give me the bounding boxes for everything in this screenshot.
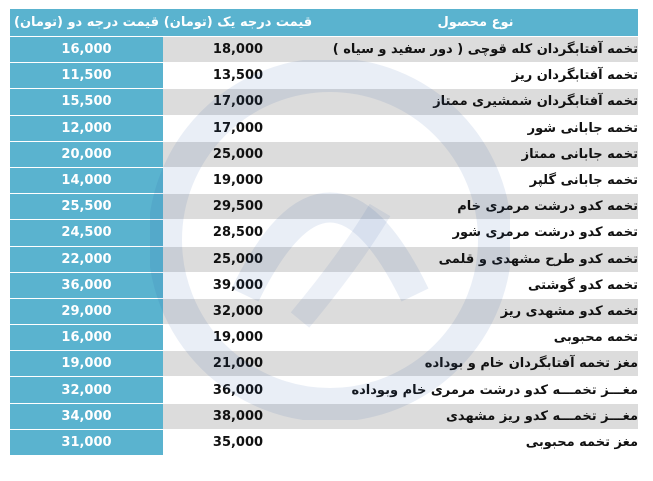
price-grade1: 38,000 <box>163 403 313 429</box>
price-grade2: 36,000 <box>10 272 163 298</box>
price-grade1: 13,500 <box>163 63 313 89</box>
table-row <box>10 37 638 63</box>
product-name: مغز تخمه آفتابگردان خام و بوداده <box>313 351 638 377</box>
price-grade1: 29,500 <box>163 194 313 220</box>
price-grade1: 39,000 <box>163 272 313 298</box>
product-name: تخمه آفتابگردان ریز <box>313 63 638 89</box>
table-row <box>10 220 638 246</box>
table-row <box>10 246 638 272</box>
price-grade2: 22,000 <box>10 246 163 272</box>
price-grade1: 36,000 <box>163 377 313 403</box>
header-product: نوع محصول <box>313 9 638 37</box>
product-name: تخمه جابانی شور <box>313 115 638 141</box>
price-grade2: 14,000 <box>10 167 163 193</box>
price-grade2: 12,000 <box>10 115 163 141</box>
table-row <box>10 141 638 167</box>
product-name: تخمه کدو گوشتی <box>313 272 638 298</box>
product-name: تخمه جابانی گلپر <box>313 167 638 193</box>
price-grade1: 19,000 <box>163 167 313 193</box>
product-name: مغز تخمه محبوبی <box>313 429 638 455</box>
table-row <box>10 89 638 115</box>
table-body <box>10 37 638 456</box>
header-price-grade2: قیمت درجه دو (تومان) <box>10 9 163 37</box>
price-grade2: 34,000 <box>10 403 163 429</box>
product-name: تخمه آفتابگردان کله قوچی ( دور سفید و سیاه ) <box>313 37 638 63</box>
table-row <box>10 377 638 403</box>
price-grade2: 29,000 <box>10 298 163 324</box>
price-grade2: 15,500 <box>10 89 163 115</box>
product-name: مغـــز تخمـــه کدو ریز مشهدی <box>313 403 638 429</box>
price-grade2: 16,000 <box>10 37 163 63</box>
price-grade1: 21,000 <box>163 351 313 377</box>
price-table <box>10 9 638 456</box>
product-name: تخمه کدو طرح مشهدی و قلمی <box>313 246 638 272</box>
price-grade2: 31,000 <box>10 429 163 455</box>
price-grade2: 16,000 <box>10 325 163 351</box>
header-row <box>10 9 638 37</box>
table-row <box>10 403 638 429</box>
product-name: تخمه کدو مشهدی ریز <box>313 298 638 324</box>
product-name: تخمه جابانی ممتاز <box>313 141 638 167</box>
table-row <box>10 325 638 351</box>
price-grade1: 17,000 <box>163 115 313 141</box>
price-grade2: 32,000 <box>10 377 163 403</box>
table-row <box>10 115 638 141</box>
price-grade1: 19,000 <box>163 325 313 351</box>
price-grade1: 32,000 <box>163 298 313 324</box>
product-name: تخمه آفتابگردان شمشیری ممتاز <box>313 89 638 115</box>
table-row <box>10 298 638 324</box>
table-row <box>10 351 638 377</box>
table-row <box>10 429 638 455</box>
price-grade2: 19,000 <box>10 351 163 377</box>
price-grade2: 11,500 <box>10 63 163 89</box>
product-name: مغـــز تخمـــه کدو درشت مرمری خام وبوداده <box>313 377 638 403</box>
price-grade1: 25,000 <box>163 246 313 272</box>
table-row <box>10 63 638 89</box>
price-grade1: 28,500 <box>163 220 313 246</box>
table-row <box>10 194 638 220</box>
price-grade1: 17,000 <box>163 89 313 115</box>
price-grade1: 25,000 <box>163 141 313 167</box>
header-price-grade1: قیمت درجه یک (تومان) <box>163 9 313 37</box>
product-name: تخمه کدو درشت مرمری شور <box>313 220 638 246</box>
table-row <box>10 167 638 193</box>
price-grade1: 18,000 <box>163 37 313 63</box>
price-grade2: 20,000 <box>10 141 163 167</box>
price-grade2: 24,500 <box>10 220 163 246</box>
price-grade2: 25,500 <box>10 194 163 220</box>
table-row <box>10 272 638 298</box>
product-name: تخمه کدو درشت مرمری خام <box>313 194 638 220</box>
product-name: تخمه محبوبی <box>313 325 638 351</box>
price-grade1: 35,000 <box>163 429 313 455</box>
